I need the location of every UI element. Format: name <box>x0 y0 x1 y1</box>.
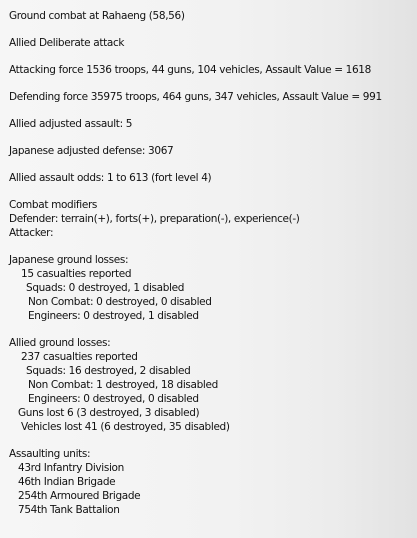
unit-list-item: 754th Tank Battalion <box>18 504 120 516</box>
allied-losses-section <box>9 336 417 434</box>
allied-casualties: 237 casualties reported <box>21 351 138 363</box>
assault-odds: Allied assault odds: 1 to 613 (fort level 4) <box>9 172 212 184</box>
japanese-casualties: 15 casualties reported <box>21 268 132 280</box>
defending-force: Defending force 35975 troops, 464 guns, 347 vehicles, Assault Value = 991 <box>9 91 382 103</box>
attacking-force: Attacking force 1536 troops, 44 guns, 104 vehicles, Assault Value = 1618 <box>9 64 371 76</box>
japanese-non-combat: Non Combat: 0 destroyed, 0 disabled <box>28 296 212 308</box>
combat-modifiers-section <box>9 198 417 240</box>
japanese-squads: Squads: 0 destroyed, 1 disabled <box>26 282 185 294</box>
allied-losses-header: Allied ground losses: <box>9 337 111 349</box>
japanese-losses-header: Japanese ground losses: <box>9 254 129 266</box>
combat-modifiers-header: Combat modifiers <box>9 199 98 211</box>
japanese-engineers: Engineers: 0 destroyed, 1 disabled <box>28 310 199 322</box>
defender-modifiers: Defender: terrain(+), forts(+), preparation(-), experience(-) <box>9 213 300 225</box>
unit-list-item: 46th Indian Brigade <box>18 476 116 488</box>
allied-vehicles-lost: Vehicles lost 41 (6 destroyed, 35 disabled) <box>21 421 230 433</box>
allied-non-combat: Non Combat: 1 destroyed, 18 disabled <box>28 379 218 391</box>
allied-guns-lost: Guns lost 6 (3 destroyed, 3 disabled) <box>18 407 200 419</box>
allied-squads: Squads: 16 destroyed, 2 disabled <box>26 365 191 377</box>
attack-type: Allied Deliberate attack <box>9 37 125 49</box>
attacker-modifiers: Attacker: <box>9 227 54 239</box>
unit-list-item: 43rd Infantry Division <box>18 462 124 474</box>
assaulting-units-header: Assaulting units: <box>9 448 91 460</box>
unit-list-item: 254th Armoured Brigade <box>18 490 141 502</box>
japanese-losses-section <box>9 253 417 323</box>
japanese-adjusted-defense: Japanese adjusted defense: 3067 <box>9 145 174 157</box>
assaulting-units-section <box>9 447 417 517</box>
allied-engineers: Engineers: 0 destroyed, 0 disabled <box>28 393 199 405</box>
allied-adjusted-assault: Allied adjusted assault: 5 <box>9 118 133 130</box>
report-title: Ground combat at Rahaeng (58,56) <box>9 10 185 22</box>
